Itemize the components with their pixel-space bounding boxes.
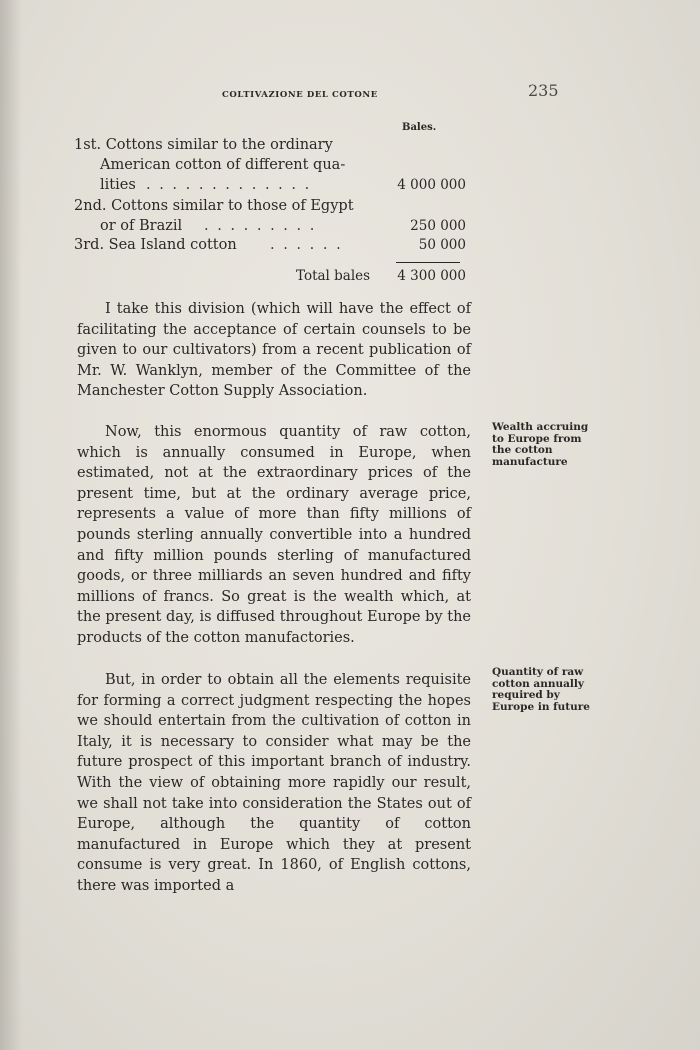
page-gutter-shadow [0, 0, 22, 1050]
paragraph-text: I take this division (which will have the effect of facilitating the acceptance of certain counsels to be given to our cultivators) from a recent publication of Mr. W. Wanklyn, member of the Committee of the Manchester Cotton Supply Association. [77, 301, 471, 400]
table-row [74, 196, 466, 216]
table-row-label: lities [100, 177, 136, 193]
page-number: 235 [528, 81, 559, 100]
bales-column-header: Bales. [402, 122, 437, 133]
table-row-label: 2nd. Cottons similar to those of Egypt [74, 198, 354, 214]
paragraph-text: But, in order to obtain all the elements requisite for forming a correct judgment respecting the hopes we should entertain from the cultivation of cotton in Italy, it is necessary to consider what may be the future prospect of this important branch of industry. With the view of obtaining more rapidly our result, we shall not take into consideration the States out of Europe, although the quantity of cotton manufactured in Europe which they at present consume is very great. In 1860, of English cottons, there was imported a [77, 672, 471, 894]
running-head-title: COLTIVAZIONE DEL COTONE [222, 90, 378, 100]
table-row-value: 250 000 [410, 218, 466, 234]
table-row-value: 4 000 000 [397, 177, 466, 193]
table-row-label: 1st. Cottons similar to the ordinary [74, 137, 333, 153]
table-row [74, 175, 466, 195]
margin-note-quantity: Quantity of raw cotton annually required by Europe in future [492, 666, 590, 713]
table-row-label: American cotton of different qua- [100, 157, 346, 173]
table-row-value: 50 000 [418, 237, 466, 253]
leader-dots: . . . . . . [270, 237, 343, 253]
table-row [74, 135, 466, 155]
table-row-label: 3rd. Sea Island cotton [74, 237, 237, 253]
body-paragraph-2 [77, 422, 471, 649]
total-value: 4 300 000 [397, 268, 466, 284]
leader-dots: . . . . . . . . . [204, 218, 317, 234]
running-head [0, 81, 700, 108]
table-row-label: or of Brazil [100, 218, 183, 234]
leader-dots: . . . . . . . . . . . . . [146, 177, 312, 193]
table-row [74, 235, 466, 255]
body-paragraph-3 [77, 670, 471, 897]
total-label: Total bales [296, 268, 371, 284]
body-paragraph-1 [77, 299, 471, 402]
total-rule [396, 262, 460, 263]
table-row [74, 155, 466, 175]
margin-note-wealth: Wealth accruing to Europe from the cotton manufacture [492, 421, 589, 468]
table-row [74, 216, 466, 236]
paragraph-text: Now, this enormous quantity of raw cotton, which is annually consumed in Europe, when estimated, not at the extraordinary prices of the present time, but at the ordinary average price, represents a value of more than fifty millions of pounds sterling annually convertible into a hundred and fifty million pounds sterling of manufactured goods, or three milliards an seven hundred and fifty millions of francs. So great is the wealth which, at the present day, is diffused throughout Europe by the products of the cotton manufactories. [77, 424, 471, 646]
